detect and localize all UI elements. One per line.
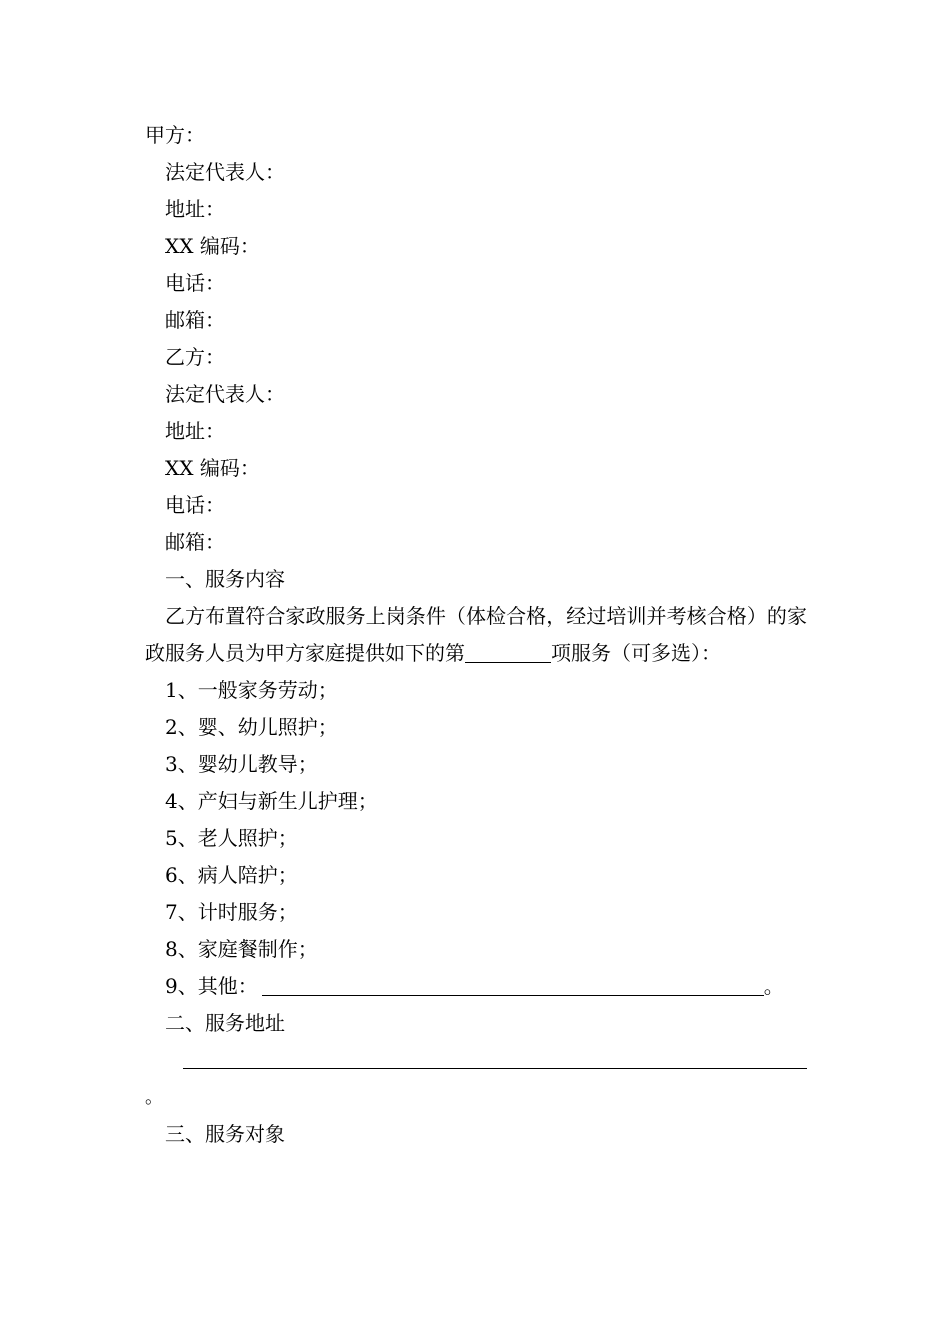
service-address-blank [183,1046,807,1069]
section3-heading: 三、服务对象 [165,1122,285,1146]
party-a-title: 甲方： [145,123,205,147]
service-item-5: 5、老人照护； [165,826,298,850]
other-label: 9、其他： [165,974,258,998]
party-b-address: 地址： [165,419,225,443]
service-item-4: 4、产妇与新生儿护理； [165,789,378,813]
party-a-email: 邮箱： [165,308,225,332]
section1-heading: 一、服务内容 [165,567,285,591]
other-blank [262,973,764,996]
party-b-legal-rep: 法定代表人： [165,382,285,406]
service-address-line [145,1042,807,1079]
service-item-1: 1、一般家务劳动； [165,678,338,702]
party-a-phone: 电话： [165,271,225,295]
other-end: 。 [763,974,784,998]
service-list [145,672,807,1005]
service-item-2: 2、婴、幼儿照护； [165,715,338,739]
service-item-6: 6、病人陪护； [165,863,298,887]
section1-intro-before: 乙方布置符合家政服务上岗条件（体检合格，经过培训并考核合格）的家政服务人员为甲方家庭提供如下的第 [145,604,807,665]
service-item-8: 8、家庭餐制作； [165,937,318,961]
party-b-email: 邮箱： [165,530,225,554]
party-b-title: 乙方： [165,345,225,369]
section1-intro-after: 项服务（可多选）： [551,641,721,665]
party-a-legal-rep: 法定代表人： [165,160,285,184]
service-item-9-other [145,968,807,1005]
section1-intro [145,598,807,672]
party-b-phone: 电话： [165,493,225,517]
party-a-postcode: XX 编码： [165,234,260,258]
service-item-7: 7、计时服务； [165,900,298,924]
section2-heading: 二、服务地址 [165,1011,285,1035]
service-number-blank [465,640,551,663]
section2-end: 。 [145,1087,163,1108]
contract-body [145,117,807,1153]
service-item-3: 3、婴幼儿教导； [165,752,318,776]
party-a-address: 地址： [165,197,225,221]
party-b-postcode: XX 编码： [165,456,260,480]
